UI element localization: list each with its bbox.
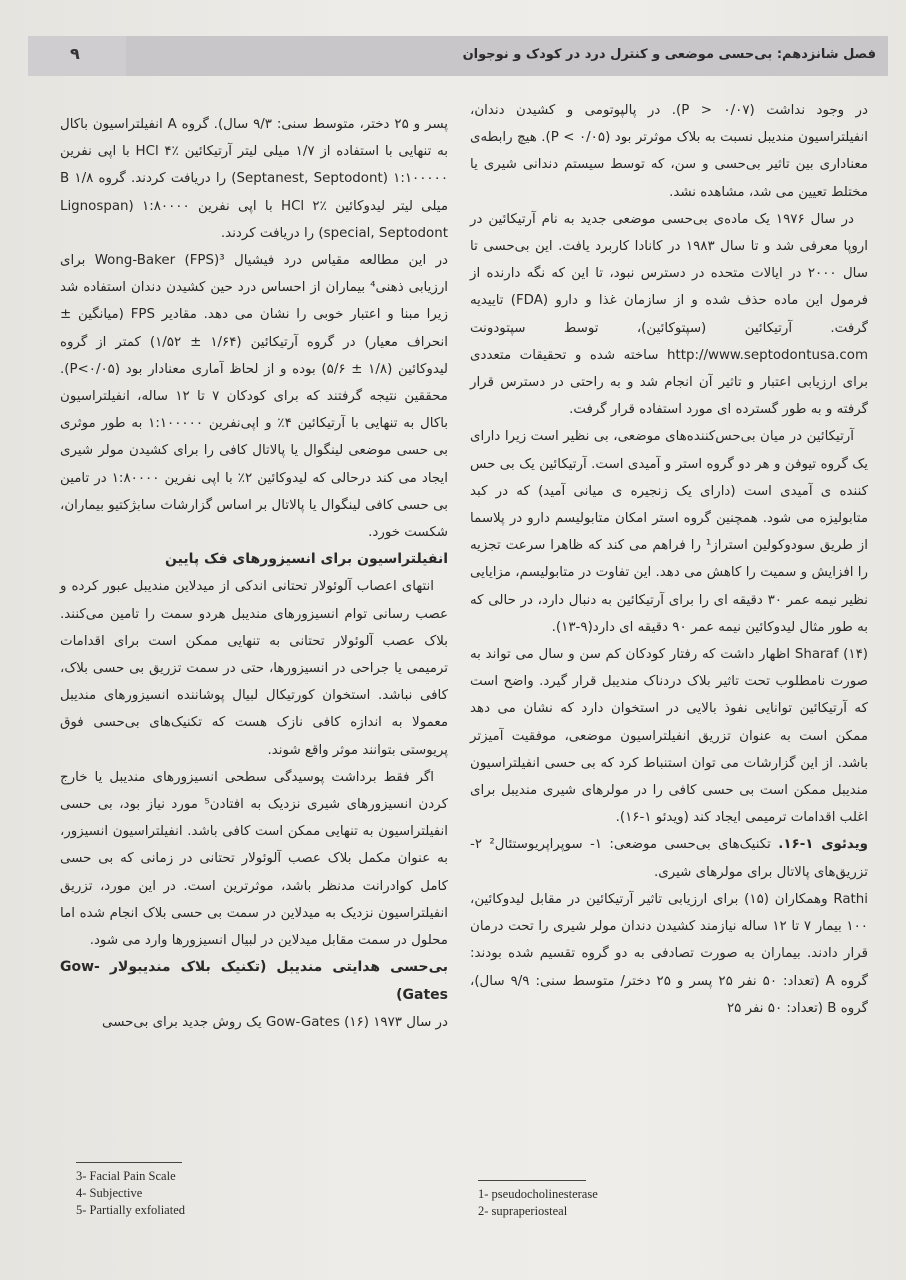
paragraph: Rathi وهمکاران (۱۵) برای ارزیابی تاثیر آرتیکائین در مقابل لیدوکائین، ۱۰۰ بیمار ۷ تا ۱۲ ساله نیازمند کشیدن دندان مولر شیری را تحت درمان قرار دادند. بیماران به صورت تصادفی به دو گروه تقسیم شده بودند: گروه A (تعداد: ۵۰ نفر ۲۵ پسر و ۲۵ دختر/ متوسط سنی: ۹/۹ سال)، گروه B (تعداد: ۵۰ نفر ۲۵ [470,891,868,1016]
page-number: ۹ [70,44,80,63]
footnote: 3- Facial Pain Scale [76,1169,176,1183]
footnote: 2- supraperiosteal [478,1204,568,1218]
right-column [470,97,868,1022]
paragraph: در این مطالعه مقیاس درد فیشیال Wong-Baker (FPS)³ برای ارزیابی ذهنی⁴ بیماران از احساس درد حین کشیدن دندان استفاده شد زیرا مبنا و اعتبار خوبی را نشان می دهد. مقادیر FPS (میانگین ± انحراف معیار) در گروه آرتیکائین (۱/۶۴ ± ۱/۵۲) کمتر از گروه لیدوکائین (۱/۸ ± ۵/۶) بوده و از لحاظ آماری معنادار بود (P<۰/۰۵). محققین نتیجه گرفتند که برای کودکان ۷ تا ۱۲ ساله، انفیلتراسیون باکال به تنهایی با آرتیکائین ۴٪ و اپی‌نفرین ۱:۱۰۰۰۰۰ به طور موثری بی حسی موضعی لینگوال یا پالاتال کافی را برای کشیدن مولر شیری ایجاد می کند درحالی که لیدوکائین ۲٪ با اپی نفرین ۱:۸۰۰۰۰ در تامین بی حسی کافی لینگوال یا پالاتال بر اساس گزارشات سابژکتیو بیماران، شکست خورد. [60,253,449,541]
video-text: تکنیک‌های بی‌حسی موضعی: ۱- سوپراپریوستئال² ۲- تزریق‌های پالاتال برای مولرهای شیری. [470,837,868,880]
section-heading: انفیلتراسیون برای انسیزورهای فک پایین [165,551,448,568]
video-caption [470,831,868,885]
footnote: 5- Partially exfoliated [76,1203,185,1217]
footnote-divider [76,1162,182,1163]
paragraph: اگر فقط برداشت پوسیدگی سطحی انسیزورهای مندیبل یا خارج کردن انسیزورهای شیری نزدیک به افتادن⁵ مورد نیاز بود، بی حسی انفیلتراسیون به تنهایی ممکن است کافی باشد. انفیلتراسیون انسیزور، به عنوان مکمل بلاک عصب آلوئولار تحتانی در زمانی که بی حسی کامل کوادرانت مدنظر باشد، موثرترین است. در این مورد، تزریق انفیلتراسیون نزدیک به میدلاین در سمت بی حسی بلاک انجام شده اما محلول در سمت مقابل میدلاین در لبیال انسیزورها وارد می شود. [60,769,448,949]
left-column [60,111,448,1036]
footnote-divider [478,1180,586,1181]
paragraph: در سال ۱۹۷۳ Gow-Gates (۱۶) یک روش جدید برای بی‌حسی [102,1014,448,1030]
footnote: 1- pseudocholinesterase [478,1187,598,1201]
footnote: 4- Subjective [76,1186,143,1200]
chapter-title: فصل شانزدهم: بی‌حسی موضعی و کنترل درد در کودک و نوجوان [462,47,876,62]
paragraph: Sharaf (۱۴) اظهار داشت که رفتار کودکان کم سن و سال می تواند به صورت نامطلوب تحت تاثیر بلاک دردناک مندیبل قرار گیرد. واضح است که آرتیکائین توانایی نفوذ بالایی در استخوان دارد که نشان می دهد ممکن است به عنوان تزریق انفیلتراسیون موضعی، موفقیت آمیزتر باشد. از این گزارشات می توان استنباط کرد که بی حسی انفیلتراسیون مندیبل ممکن است بی حسی کافی را در مولرهای شیری مندیبل برای اغلب اقدامات ترمیمی ایجاد کند (ویدئو ۱-۱۶). [470,647,868,826]
paragraph: آرتیکائین در میان بی‌حس‌کننده‌های موضعی، بی نظیر است زیرا دارای یک گروه تیوفن و هر دو گروه استر و آمیدی است. آرتیکائین یک بی حس کننده ی آمیدی است (دارای یک زنجیره ی میانی آمید) که در کبد متابولیزه می شود. همچنین گروه استر امکان متابولیسم دارو در پلاسما از طریق سودوکولین استراز¹ را فراهم می کند که ظاهرا سرعت تجزیه را افزایش و سمیت را کاهش می دهد. این تفاوت در متابولیسم، مزایایی نظیر نیمه عمر ۳۰ دقیقه ای را برای آرتیکائین به دنبال دارد، در حالی که به طور مثال لیدوکائین نیمه عمر ۹۰ دقیقه ای دارد(۹-۱۳). [470,429,868,635]
paragraph: در سال ۱۹۷۶ یک ماده‌ی بی‌حسی موضعی جدید به نام آرتیکائین در اروپا معرفی شد و تا سال ۱۹۸۳ در کانادا کاربرد یافت. این بی‌حسی تا سال ۲۰۰۰ در ایالات متحده در دسترس نبود، تا این که نگه دارنده از فرمول این ماده حذف شده و از سازمان غذا و دارو (FDA) تاییدیه گرفت. آرتیکائین (سپتوکائین)، توسط سپتودونت http://www.septodontusa.com ساخته شده و تحقیقات متعددی برای ارزیابی اعتبار و تاثیر آن انجام شد و به راحتی در دسترس قرار گرفته و به طور گسترده ای مورد استفاده قرار گرفت. [470,211,868,418]
section-heading: بی‌حسی هدایتی مندیبل (تکنیک بلاک مندیبولار Gow-Gates) [60,959,448,1003]
video-label: ویدئوی ۱-۱۶. [778,837,868,853]
footnotes-left [76,1168,185,1219]
paragraph: پسر و ۲۵ دختر، متوسط سنی: ۹/۳ سال). گروه A انفیلتراسیون باکال به تنهایی با استفاده از ۱/۷ میلی لیتر آرتیکائین HCl ۴٪ با اپی نفرین ۱:۱۰۰۰۰۰ (Septanest, Septodont) را دریافت کردند. گروه B ۱/۸ میلی لیتر لیدوکائین HCl ۲٪ با اپی نفرین ۱:۸۰۰۰۰ (Lignospan special, Septodont) را دریافت کردند. [60,117,449,241]
paragraph: در وجود نداشت (P > ۰/۰۷). در پالپوتومی و کشیدن دندان، انفیلتراسیون مندیبل نسبت به بلاک موثرتر بود (P < ۰/۰۵). هیچ رابطه‌ی معناداری بین تاثیر بی‌حسی و سن، که توسط سیستم دندانی شیری یا مختلط تعیین می شد، مشاهده نشد. [470,103,868,200]
footnotes-right [478,1186,598,1220]
paragraph: انتهای اعصاب آلوئولار تحتانی اندکی از میدلاین مندیبل عبور کرده و عصب رسانی توام انسیزورهای مندیبل هردو سمت را تامین می‌کنند. بلاک عصب آلوئولار تحتانی به تنهایی ممکن است برای اقدامات ترمیمی یا جراحی در انسیزورها، حتی در سمت تزریق بی حسی بلاک، کافی نباشد. استخوان کورتیکال لبیال پوشاننده انسیزورهای مندیبل معمولا به اندازه کافی نازک هست که تکنیک‌های بی‌حسی فوق پریوستی بتوانند موثر واقع شوند. [60,579,448,758]
